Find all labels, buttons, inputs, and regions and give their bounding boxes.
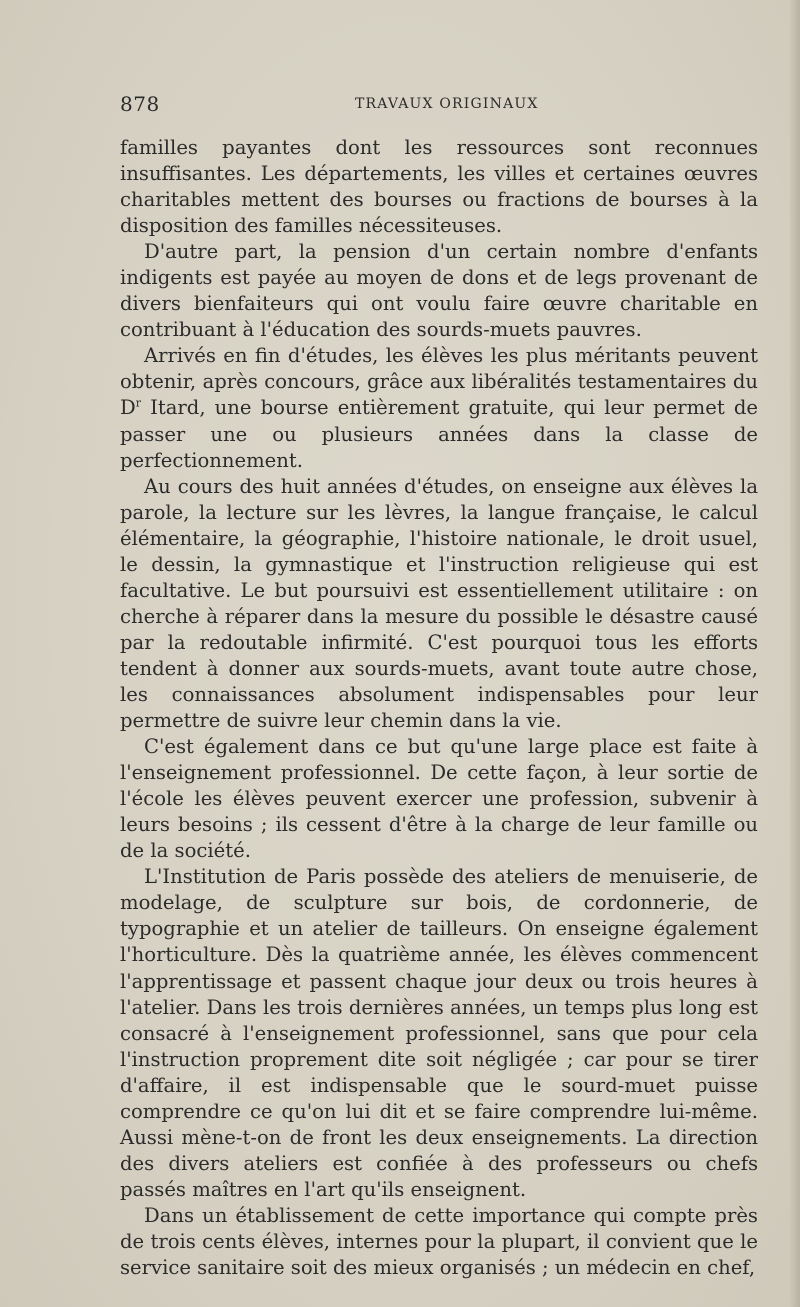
paragraph-text: Itard, une bourse entièrement gratuite, qui leur permet de passer une ou plusieurs années dans la classe de perfectionnement. <box>120 396 758 472</box>
paragraph: Dans un établissement de cette importance qui compte près de trois cents élèves, internes pour la plupart, il convient que le service sanitaire soit des mieux organisés ; un médecin en chef, <box>120 1203 758 1280</box>
paragraph: familles payantes dont les ressources sont reconnues insuffisantes. Les départements, les villes et certaines œuvres charitables mettent des bourses ou fractions de bourses à la disposition des familles nécessiteuses. <box>120 136 758 238</box>
running-head: TRAVAUX ORIGINAUX <box>355 96 539 112</box>
paragraph: C'est également dans ce but qu'une large place est faite à l'enseignement professionnel. De cette façon, à leur sortie de l'école les élèves peuvent exercer une profession, subvenir à leurs besoins ; ils cessent d'être à la charge de leur famille ou de la société. <box>120 735 758 863</box>
paragraph: L'Institution de Paris possède des ateliers de menuiserie, de modelage, de sculpture sur bois, de cordonnerie, de typographie et un atelier de tailleurs. On enseigne également l'horticulture. Dès la quatrième année, les élèves commencent l'apprentissage et passent chaque jour deux ou trois heures à l'atelier. Dans les trois dernières années, un temps plus long est consacré à l'enseignement professionnel, sans que pour cela l'instruction proprement dite soit négligée ; car pour se tirer d'affaire, il est indispensable que le sourd-muet puisse comprendre ce qu'on lui dit et se faire comprendre lui-même. Aussi mène-t-on de front les deux enseignements. La direction des divers ateliers est confiée à des professeurs ou chefs passés maîtres en l'art qu'ils enseignent. <box>120 865 758 1201</box>
paragraph: D'autre part, la pension d'un certain nombre d'enfants indigents est payée au moyen de dons et de legs provenant de divers bienfaiteurs qui ont voulu faire œuvre charitable en contribuant à l'éducation des sourds-muets pauvres. <box>120 240 758 342</box>
body-text <box>120 135 758 1281</box>
paragraph <box>120 343 758 473</box>
page-number: 878 <box>120 92 160 116</box>
abbreviation-doctor: D <box>120 396 136 420</box>
paragraph-text: Arrivés en fin d'études, les élèves les plus méritants peuvent obtenir, après concours, grâce aux libéralités testamentaires du <box>120 344 758 394</box>
page-header <box>120 92 760 118</box>
paragraph: Au cours des huit années d'études, on enseigne aux élèves la parole, la lecture sur les lèvres, la langue française, le calcul élémentaire, la géographie, l'histoire nationale, le droit usuel, le dessin, la gymnastique et l'instruction religieuse qui est facultative. Le but poursuivi est essentiellement utilitaire : on cherche à réparer dans la mesure du possible le désastre causé par la redoutable infirmité. C'est pourquoi tous les efforts tendent à donner aux sourds-muets, avant toute autre chose, les connaissances absolument indispensables pour leur permettre de suivre leur chemin dans la vie. <box>120 474 758 733</box>
page-edge-shadow <box>790 0 800 1307</box>
abbreviation-superscript: r <box>135 396 141 410</box>
